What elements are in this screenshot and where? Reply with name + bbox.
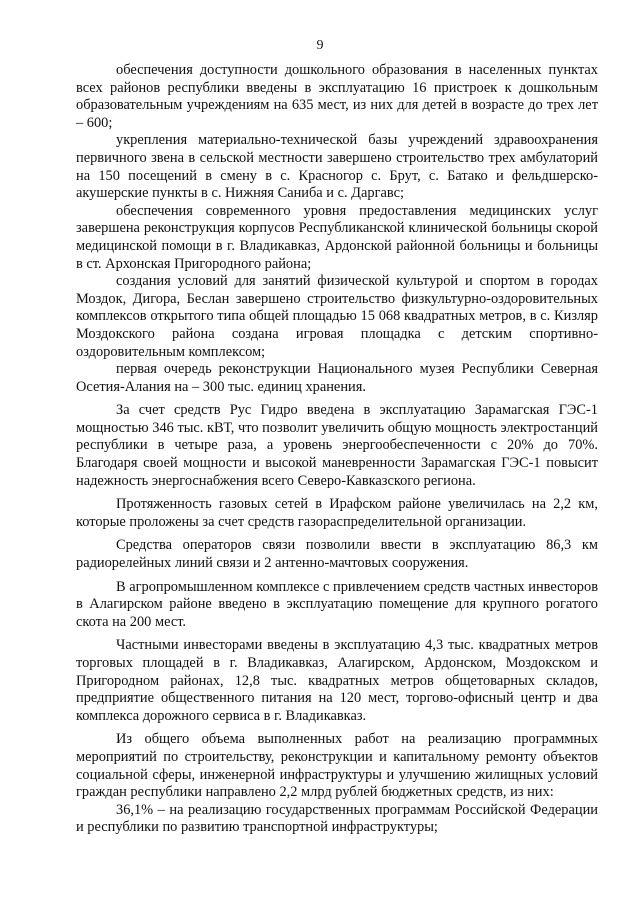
document-body [76,62,598,837]
paragraph-sports: создания условий для занятий физической культурой и спортом в городах Моздок, Дигора, Беслан завершено строительство физкультурно-оздоровительных комплексов открытого типа общей площадью 15 068 квадратных метров, в с. Кизляр Моздокского района создана игровая площадка с детским спортивно-оздоровительным комплексом; [76,273,598,360]
paragraph-private-investors: Частными инвесторами введены в эксплуатацию 4,3 тыс. квадратных метров торговых площадей в г. Владикавказ, Алагирском, Ардонском, Моздокском и Пригородном районах, 12,8 тыс. квадратных метров общетоварных складов, предприятие общественного питания на 120 мест, торгово-офисный центр и два комплекса дорожного сервиса в г. Владикавказ. [76,637,598,724]
page-number: 9 [316,38,324,53]
paragraph-communications: Средства операторов связи позволили ввести в эксплуатацию 86,3 км радиорелейных линий связи и 2 антенно-мачтовых сооружения. [76,537,598,572]
paragraph-healthcare: укрепления материально-технической базы учреждений здравоохранения первичного звена в сельской местности завершено строительство трех амбулаторий на 150 посещений в смену в с. Красногор с. Брут, с. Батако и фельдшерско-акушерские пункты в с. Нижняя Саниба и с. Даргавс; [76,132,598,202]
paragraph-museum: первая очередь реконструкции Национального музея Республики Северная Осетия-Алания на – 300 тыс. единиц хранения. [76,361,598,395]
paragraph-agriculture: В агропромышленном комплексе с привлечением средств частных инвесторов в Алагирском районе введено в эксплуатацию помещение для крупного рогатого скота на 200 мест. [76,578,598,630]
paragraph-budget-funds: Из общего объема выполненных работ на реализацию программных мероприятий по строительству, реконструкции и капитальному ремонту объектов социальной сферы, инженерной инфраструктуры и улучшению жилищных условий граждан республики направлено 2,2 млрд рублей бюджетных средств, из них: [76,731,598,801]
paragraph-preschool: обеспечения доступности дошкольного образования в населенных пунктах всех районов республики введены в эксплуатацию 16 пристроек к дошкольным образовательным учреждениям на 635 мест, из них для детей в возрасте до трех лет – 600; [76,62,598,131]
paragraph-hydropower: За счет средств Рус Гидро введена в эксплуатацию Зарамагская ГЭС-1 мощностью 346 тыс. кВТ, что позволит увеличить общую мощность электростанций республики в четыре раза, а уровень энергообеспеченности с 20% до 70%. Благодаря своей мощности и высокой маневренности Зарамагская ГЭС-1 повысит надежность энергоснабжения всего Северо-Кавказского региона. [76,402,598,489]
paragraph-medical-services: обеспечения современного уровня предоставления медицинских услуг завершена реконструкция корпусов Республиканской клинической больницы скорой медицинской помощи в г. Владикавказ, Ардонской районной больницы и больницы в ст. Архонская Пригородного района; [76,202,598,272]
paragraph-gas-networks: Протяженность газовых сетей в Ирафском районе увеличилась на 2,2 км, которые проложены за счет средств газораспределительной организации. [76,496,598,530]
paragraph-transport: 36,1% – на реализацию государственных программам Российской Федерации и республики по развитию транспортной инфраструктуры; [76,801,598,836]
